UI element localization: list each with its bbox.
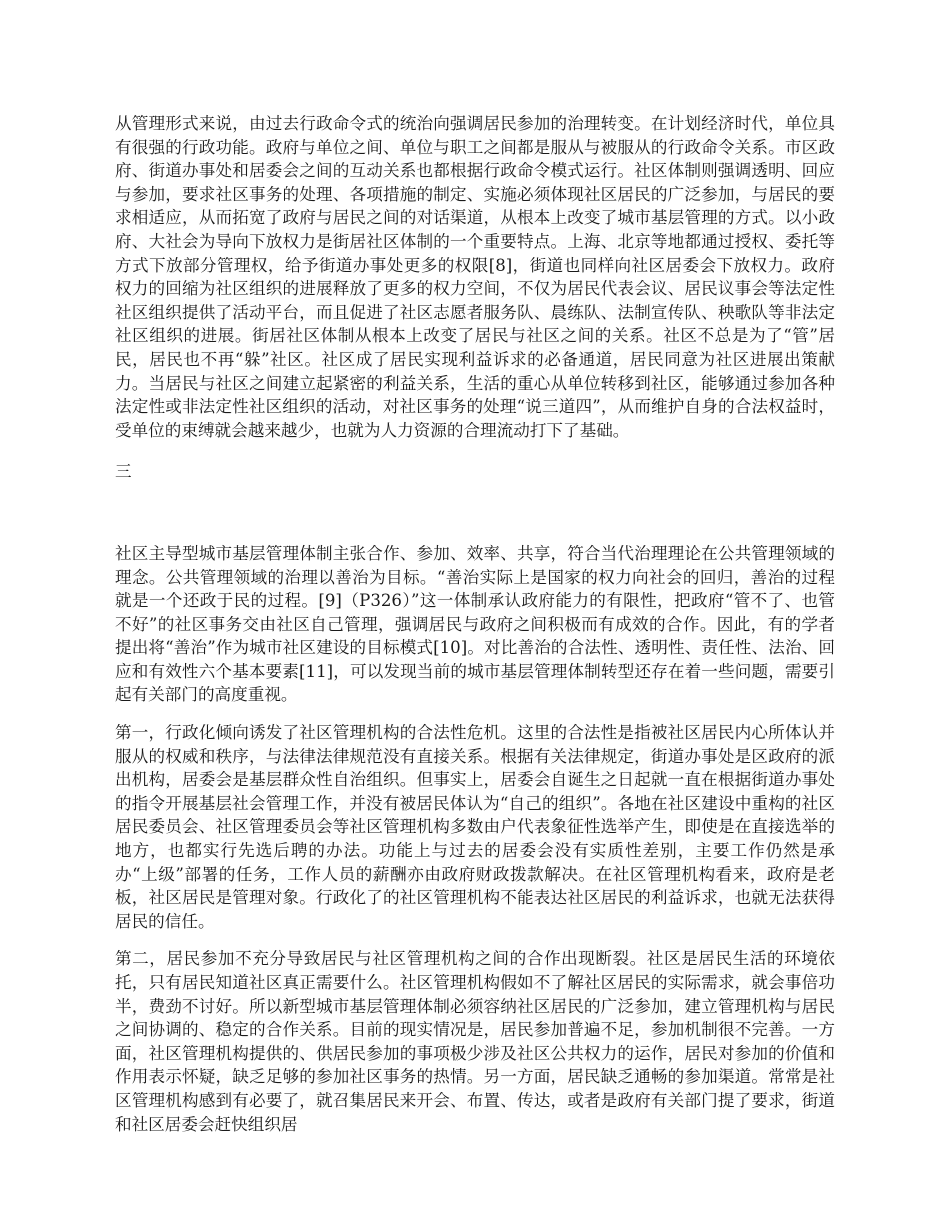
section-heading: 三	[115, 462, 132, 482]
document-body	[115, 112, 835, 1136]
paragraph-first-point: 第一，行政化倾向诱发了社区管理机构的合法性危机。这里的合法性是指被社区居民内心所体认并服从的权威和秩序，与法律法律规范没有直接关系。根据有关法律规定，街道办事处是区政府的派出机构，居委会是基层群众性自治组织。但事实上，居委会自诞生之日起就一直在根据街道办事处的指令开展基层社会管理工作，并没有被居民体认为“自己的组织”。各地在社区建设中重构的社区居民委员会、社区管理委员会等社区管理机构多数由户代表象征性选举产生，即使是在直接选举的地方，也都实行先选后聘的办法。功能上与过去的居委会没有实质性差别，主要工作仍然是承办“上级”部署的任务，工作人员的薪酬亦由政府财政拨款解决。在社区管理机构看来，政府是老板，社区居民是管理对象。行政化了的社区管理机构不能表达社区居民的利益诉求，也就无法获得居民的信任。	[115, 723, 835, 931]
paragraph-management-form: 从管理形式来说，由过去行政命令式的统治向强调居民参加的治理转变。在计划经济时代，单位具有很强的行政功能。政府与单位之间、单位与职工之间都是服从与被服从的行政命令关系。市区政府、街道办事处和居委会之间的互动关系也都根据行政命令模式运行。社区体制则强调透明、回应与参加，要求社区事务的处理、各项措施的制定、实施必须体现社区居民的广泛参加，与居民的要求相适应，从而拓宽了政府与居民之间的对话渠道，从根本上改变了城市基层管理的方式。以小政府、大社会为导向下放权力是街居社区体制的一个重要特点。上海、北京等地都通过授权、委托等方式下放部分管理权，给予街道办事处更多的权限[8]，街道也同样向社区居委会下放权力。政府权力的回缩为社区组织的进展释放了更多的权力空间，不仅为居民代表会议、居民议事会等法定性社区组织提供了活动平台，而且促进了社区志愿者服务队、晨练队、法制宣传队、秧歌队等非法定社区组织的进展。街居社区体制从根本上改变了居民与社区之间的关系。社区不总是为了“管”居民，居民也不再“躲”社区。社区成了居民实现利益诉求的必备通道，居民同意为社区进展出策献力。当居民与社区之间建立起紧密的利益关系，生活的重心从单位转移到社区，能够通过参加各种法定性或非法定性社区组织的活动，对社区事务的处理“说三道四”，从而维护自身的合法权益时，受单位的束缚就会越来越少，也就为人力资源的合理流动打下了基础。	[115, 114, 835, 440]
paragraph-second-point: 第二，居民参加不充分导致居民与社区管理机构之间的合作出现断裂。社区是居民生活的环境依托，只有居民知道社区真正需要什么。社区管理机构假如不了解社区居民的实际需求，就会事倍功半，费劲不讨好。所以新型城市基层管理体制必须容纳社区居民的广泛参加，建立管理机构与居民之间协调的、稳定的合作关系。目前的现实情况是，居民参加普遍不足，参加机制很不完善。一方面，社区管理机构提供的、供居民参加的事项极少涉及社区公共权力的运作，居民对参加的价值和作用表示怀疑，缺乏足够的参加社区事务的热情。另一方面，居民缺乏通畅的参加渠道。常常是社区管理机构感到有必要了，就召集居民来开会、布置、传达，或者是政府有关部门提了要求，街道和社区居委会赶快组织居	[115, 949, 835, 1134]
paragraph-community-led-system: 社区主导型城市基层管理体制主张合作、参加、效率、共享，符合当代治理理论在公共管理领域的理念。公共管理领域的治理以善治为目标。“善治实际上是国家的权力向社会的回归，善治的过程就是一个还政于民的过程。[9]（P326）”这一体制承认政府能力的有限性，把政府“管不了、也管不好”的社区事务交由社区自己管理，强调居民与政府之间积极而有成效的合作。因此，有的学者提出将“善治”作为城市社区建设的目标模式[10]。对比善治的合法性、透明性、责任性、法治、回应和有效性六个基本要素[11]，可以发现当前的城市基层管理体制转型还存在着一些问题，需要引起有关部门的高度重视。	[115, 543, 835, 705]
